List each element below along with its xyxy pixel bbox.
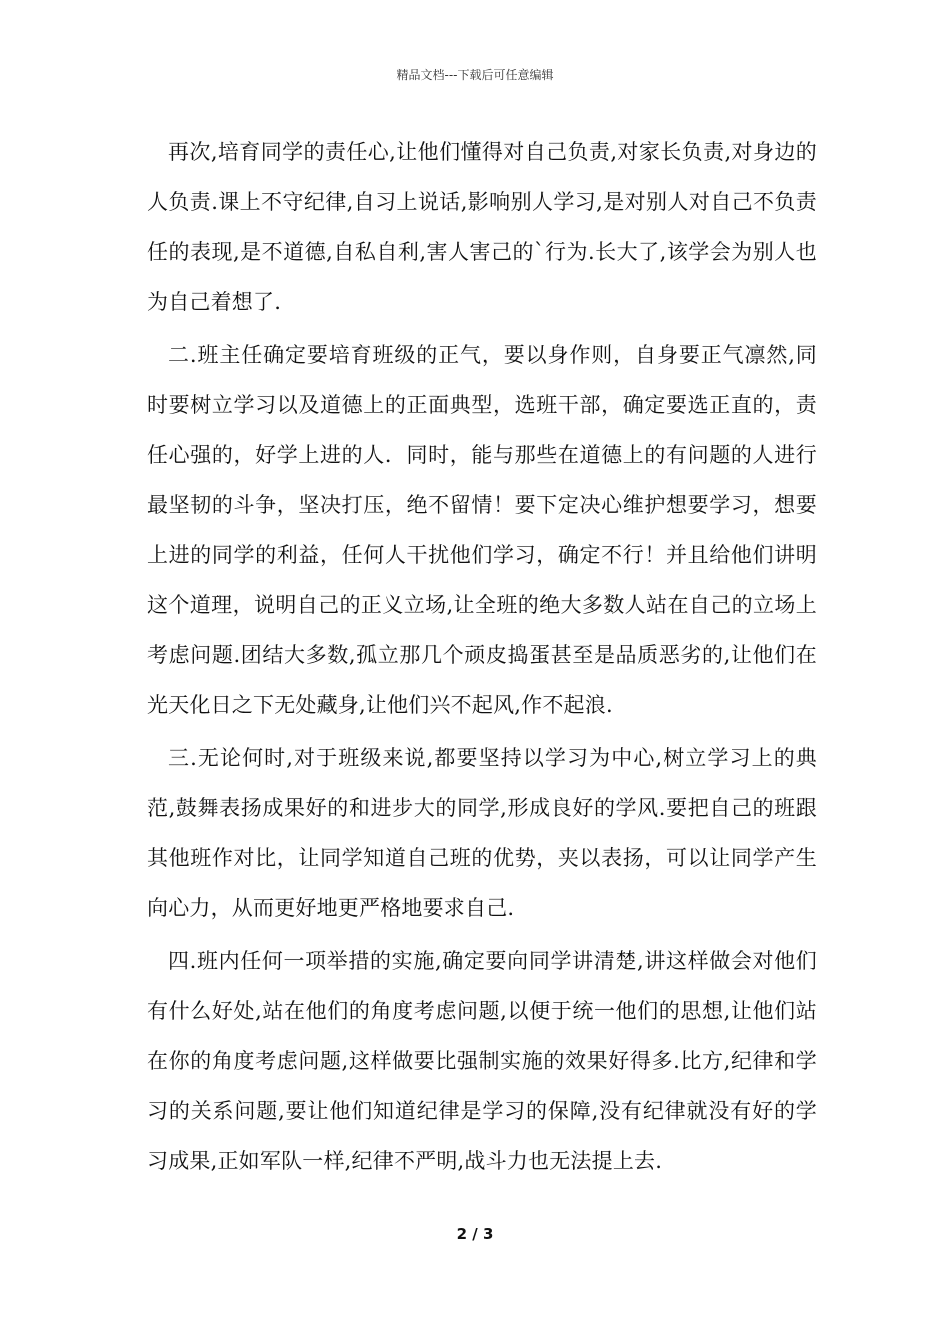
paragraph-section-three: 三.无论何时,对于班级来说,都要坚持以学习为中心,树立学习上的典范,鼓舞表扬成果好的和进步大的同学,形成良好的学风.要把自己的班跟其他班作对比，让同学知道自己班的优势，夹以表扬，可以让同学产生向心力，从而更好地更严格地要求自己. xyxy=(147,746,817,920)
paragraph-section-two: 二.班主任确定要培育班级的正气，要以身作则，自身要正气凛然,同时要树立学习以及道德上的正面典型，选班干部，确定要选正直的，责任心强的，好学上进的人．同时，能与那些在道德上的有问题的人进行最坚韧的斗争，坚决打压，绝不留情！要下定决心维护想要学习，想要上进的同学的利益，任何人干扰他们学习，确定不行！并且给他们讲明这个道理，说明自己的正义立场,让全班的绝大多数人站在自己的立场上考虑问题.团结大多数,孤立那几个顽皮捣蛋甚至是品质恶劣的,让他们在光天化日之下无处藏身,让他们兴不起风,作不起浪. xyxy=(147,343,817,717)
page-number: 2 / 3 xyxy=(456,1225,494,1243)
page-header: 精品文档---下载后可任意编辑 xyxy=(396,68,554,82)
paragraph-section-four: 四.班内任何一项举措的实施,确定要向同学讲清楚,讲这样做会对他们有什么好处,站在他们的角度考虑问题,以便于统一他们的思想,让他们站在你的角度考虑问题,这样做要比强制实施的效果好得多.比方,纪律和学习的关系问题,要让他们知道纪律是学习的保障,没有纪律就没有好的学习成果,正如军队一样,纪律不严明,战斗力也无法提上去. xyxy=(147,949,817,1173)
document-body xyxy=(147,127,817,1189)
paragraph-responsibility: 再次,培育同学的责任心,让他们懂得对自己负责,对家长负责,对身边的人负责.课上不守纪律,自习上说话,影响别人学习,是对别人对自己不负责任的表现,是不道德,自私自利,害人害己的`行为.长大了,该学会为别人也为自己着想了. xyxy=(147,140,817,314)
